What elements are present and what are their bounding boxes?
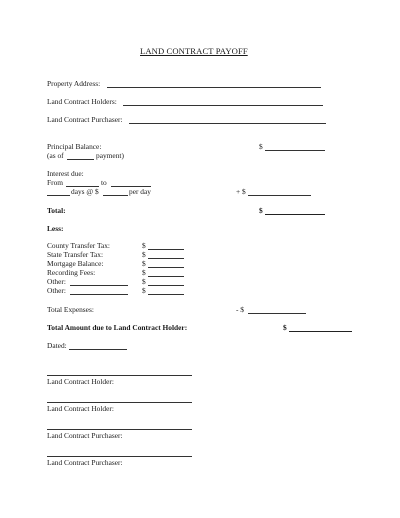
total-currency: $ bbox=[259, 206, 263, 215]
as-of-line[interactable] bbox=[67, 159, 94, 160]
total-label: Total: bbox=[47, 206, 66, 215]
signature-line[interactable] bbox=[47, 429, 192, 430]
total-amount-line[interactable] bbox=[265, 214, 325, 215]
document-title: LAND CONTRACT PAYOFF bbox=[140, 46, 248, 56]
interest-amount-line[interactable] bbox=[248, 195, 311, 196]
interest-days-line[interactable] bbox=[47, 195, 70, 196]
less-item-line[interactable] bbox=[148, 276, 184, 277]
less-item-line[interactable] bbox=[148, 258, 184, 259]
interest-days-at: days @ $ bbox=[71, 187, 99, 196]
signature-label: Land Contract Holder: bbox=[47, 404, 114, 413]
less-item-currency: $ bbox=[142, 250, 146, 259]
purchaser-line[interactable] bbox=[129, 123, 326, 124]
expenses-minus-currency: - $ bbox=[236, 305, 245, 314]
less-item-currency: $ bbox=[142, 286, 146, 295]
less-item-other-line[interactable] bbox=[70, 285, 128, 286]
interest-label: Interest due: bbox=[47, 169, 84, 178]
less-item-label: Recording Fees: bbox=[47, 268, 96, 277]
principal-amount-line[interactable] bbox=[265, 150, 325, 151]
less-item-label: State Transfer Tax: bbox=[47, 250, 104, 259]
dated-line[interactable] bbox=[69, 349, 127, 350]
interest-rate-line[interactable] bbox=[103, 195, 128, 196]
signature-label: Land Contract Purchaser: bbox=[47, 431, 123, 440]
property-address-line[interactable] bbox=[107, 87, 321, 88]
signature-label: Land Contract Purchaser: bbox=[47, 458, 123, 467]
less-item-line[interactable] bbox=[148, 294, 184, 295]
signature-label: Land Contract Holder: bbox=[47, 377, 114, 386]
less-item-line[interactable] bbox=[148, 267, 184, 268]
less-item-label: County Transfer Tax: bbox=[47, 241, 110, 250]
grand-total-currency: $ bbox=[283, 323, 287, 332]
signature-line[interactable] bbox=[47, 402, 192, 403]
less-item-currency: $ bbox=[142, 259, 146, 268]
as-of-suffix: payment) bbox=[96, 151, 124, 160]
grand-total-amount-line[interactable] bbox=[289, 331, 352, 332]
less-item-currency: $ bbox=[142, 277, 146, 286]
less-item-line[interactable] bbox=[148, 285, 184, 286]
interest-to-label: to bbox=[101, 178, 107, 187]
signature-line[interactable] bbox=[47, 375, 192, 376]
grand-total-label: Total Amount due to Land Contract Holder: bbox=[47, 323, 188, 332]
less-item-label: Other: bbox=[47, 277, 66, 286]
expenses-label: Total Expenses: bbox=[47, 305, 94, 314]
property-address-label: Property Address: bbox=[47, 79, 101, 88]
signature-line[interactable] bbox=[47, 456, 192, 457]
interest-plus-currency: + $ bbox=[236, 187, 246, 196]
interest-per-day: per day bbox=[129, 187, 151, 196]
holders-line[interactable] bbox=[123, 105, 323, 106]
purchaser-label: Land Contract Purchaser: bbox=[47, 115, 123, 124]
principal-label: Principal Balance: bbox=[47, 142, 102, 151]
less-item-label: Other: bbox=[47, 286, 66, 295]
holders-label: Land Contract Holders: bbox=[47, 97, 117, 106]
interest-from-label: From bbox=[47, 178, 64, 187]
less-item-line[interactable] bbox=[148, 249, 184, 250]
less-item-currency: $ bbox=[142, 241, 146, 250]
as-of-prefix: (as of bbox=[47, 151, 64, 160]
less-item-other-line[interactable] bbox=[70, 294, 128, 295]
less-item-label: Mortgage Balance: bbox=[47, 259, 104, 268]
dated-label: Dated: bbox=[47, 341, 67, 350]
expenses-amount-line[interactable] bbox=[248, 313, 306, 314]
principal-currency: $ bbox=[259, 142, 263, 151]
less-label: Less: bbox=[47, 224, 64, 233]
less-item-currency: $ bbox=[142, 268, 146, 277]
